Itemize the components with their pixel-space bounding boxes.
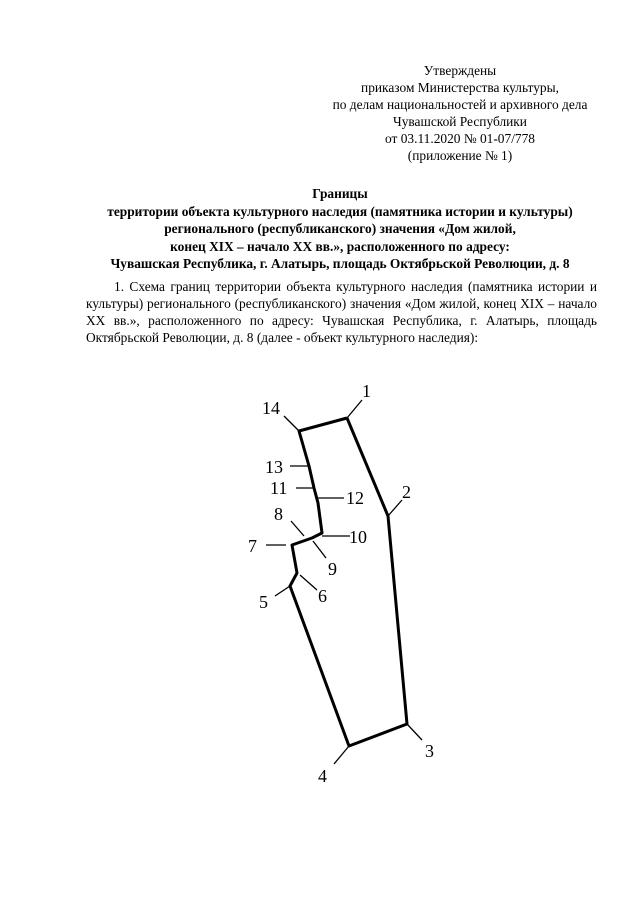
- approval-line: от 03.11.2020 № 01-07/778: [385, 131, 535, 146]
- leader-line: [284, 416, 299, 431]
- point-label-1: 1: [362, 381, 371, 401]
- point-label-4: 4: [318, 766, 327, 786]
- title-line: конец XIX – начало XX вв.», расположенного по адресу:: [170, 238, 510, 254]
- title-line: территории объекта культурного наследия (памятника истории и культуры): [107, 203, 573, 219]
- point-label-5: 5: [259, 592, 268, 612]
- point-label-8: 8: [274, 504, 283, 524]
- approval-line: (приложение № 1): [407, 148, 513, 163]
- point-label-13: 13: [265, 457, 283, 477]
- leader-line: [388, 500, 402, 516]
- approval-line: Чувашской Республики: [393, 114, 527, 129]
- leader-line: [407, 724, 422, 740]
- leader-line: [275, 586, 290, 596]
- approval-line: Утверждены: [423, 63, 497, 78]
- point-label-3: 3: [425, 741, 434, 761]
- point-label-7: 7: [248, 536, 257, 556]
- leader-line: [291, 521, 304, 536]
- title-line: регионального (республиканского) значения «Дом жилой,: [164, 221, 516, 236]
- point-label-14: 14: [262, 398, 280, 418]
- paragraph-text: 1. Схема границ территории объекта культурного наследия (памятника истории и культуры) регионального (республиканского) значения «Дом жилой, конец XIX – начало XX вв.», расположенного по адресу: Чувашская Республика, г. Алатырь, площадь Октябрьской Революции, д. 8 (далее - объект культурного наследия):: [86, 279, 597, 345]
- point-label-10: 10: [349, 527, 367, 547]
- approval-line: по делам национальностей и архивного дела: [332, 97, 588, 112]
- title-line: Чувашская Республика, г. Алатырь, площадь Октябрьской Революции, д. 8: [110, 256, 570, 271]
- leader-line: [347, 400, 362, 418]
- point-label-2: 2: [402, 482, 411, 502]
- point-label-12: 12: [346, 488, 364, 508]
- leader-line: [313, 541, 326, 558]
- point-label-11: 11: [270, 478, 288, 498]
- leader-line: [334, 746, 349, 764]
- title-line: Границы: [312, 186, 368, 201]
- leader-lines: [266, 400, 422, 764]
- point-label-9: 9: [328, 559, 337, 579]
- leader-line: [300, 575, 317, 590]
- point-label-6: 6: [318, 586, 327, 606]
- approval-line: приказом Министерства культуры,: [361, 80, 559, 95]
